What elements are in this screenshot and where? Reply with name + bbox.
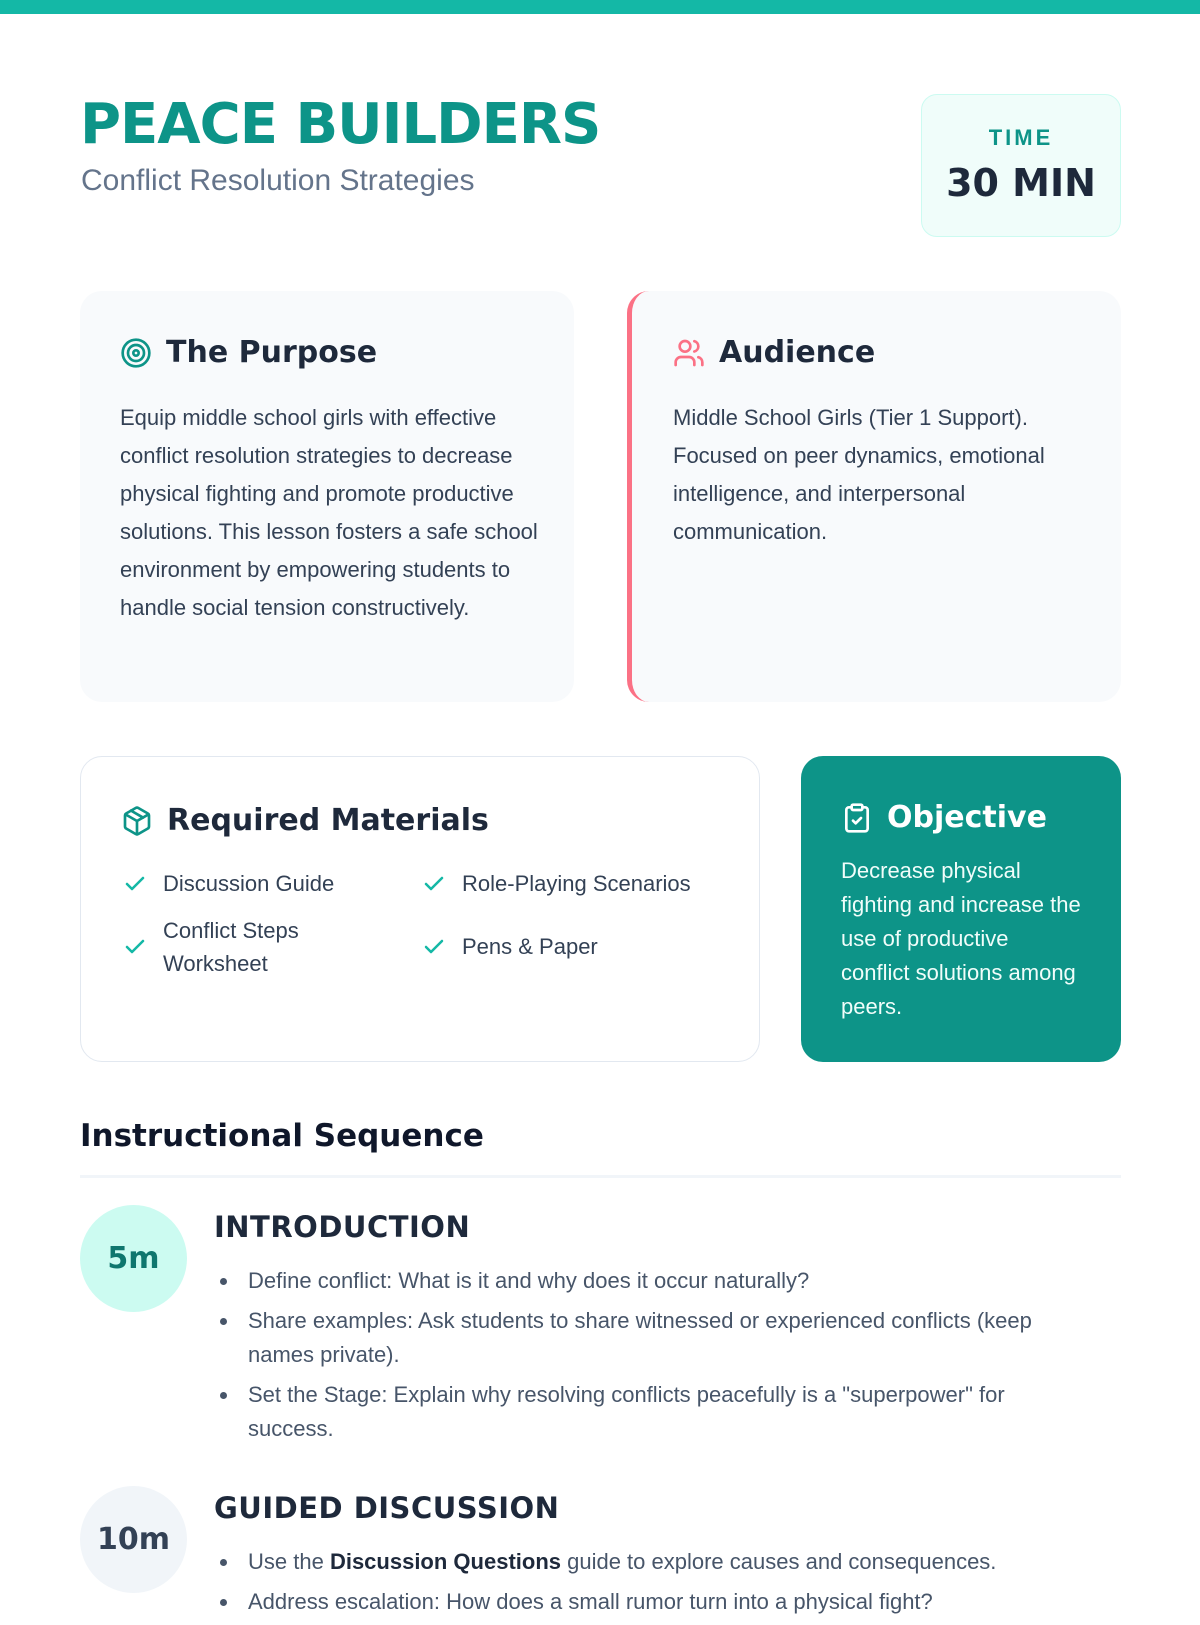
material-label: Discussion Guide bbox=[163, 871, 335, 896]
check-icon bbox=[422, 872, 446, 896]
page-subtitle: Conflict Resolution Strategies bbox=[81, 164, 475, 197]
step-duration-badge: 10m bbox=[80, 1486, 187, 1593]
users-icon bbox=[673, 337, 705, 369]
check-icon bbox=[123, 872, 147, 896]
material-item bbox=[123, 914, 343, 980]
bullet-text: Use the bbox=[248, 1549, 330, 1574]
step-bullet: Address escalation: How does a small rumor turn into a physical fight? bbox=[214, 1585, 1094, 1619]
check-icon bbox=[123, 935, 147, 959]
time-label: TIME bbox=[988, 125, 1054, 150]
step-bullets bbox=[214, 1264, 1094, 1452]
time-value: 30 MIN bbox=[946, 161, 1096, 205]
step-duration-badge: 5m bbox=[80, 1205, 187, 1312]
materials-header bbox=[121, 803, 489, 838]
package-icon bbox=[121, 805, 153, 837]
materials-card bbox=[80, 756, 760, 1062]
purpose-header bbox=[120, 335, 377, 370]
purpose-card bbox=[80, 291, 574, 702]
audience-title: Audience bbox=[719, 335, 876, 370]
top-accent-bar bbox=[0, 0, 1200, 14]
step-bullet: Set the Stage: Explain why resolving conflicts peacefully is a "superpower" for success. bbox=[214, 1378, 1094, 1446]
material-item bbox=[422, 930, 598, 963]
materials-title: Required Materials bbox=[167, 803, 489, 838]
bullet-text: guide to explore causes and consequences. bbox=[561, 1549, 997, 1574]
objective-title: Objective bbox=[887, 800, 1047, 835]
audience-card bbox=[627, 291, 1121, 702]
sequence-title: Instructional Sequence bbox=[80, 1118, 484, 1154]
time-badge bbox=[921, 94, 1121, 237]
audience-header bbox=[673, 335, 875, 370]
page-title: PEACE BUILDERS bbox=[80, 92, 601, 157]
step-bullet: Define conflict: What is it and why does it occur naturally? bbox=[214, 1264, 1094, 1298]
material-item bbox=[123, 867, 334, 900]
bullet-bold-text: Discussion Questions bbox=[329, 1549, 561, 1574]
sequence-divider bbox=[80, 1175, 1121, 1178]
step-title: GUIDED DISCUSSION bbox=[214, 1491, 560, 1525]
step-bullets bbox=[214, 1545, 1094, 1625]
step-title: INTRODUCTION bbox=[214, 1210, 471, 1244]
objective-text: Decrease physical fighting and increase the use of productive conflict solutions among peers. bbox=[841, 858, 1081, 1019]
step-bullet: Share examples: Ask students to share witnessed or experienced conflicts (keep names private). bbox=[214, 1304, 1094, 1372]
step-bullet bbox=[214, 1545, 1094, 1579]
audience-text: Middle School Girls (Tier 1 Support). Focused on peer dynamics, emotional intelligence, and interpersonal communication. bbox=[673, 405, 1045, 544]
material-label: Pens & Paper bbox=[462, 934, 598, 959]
target-icon bbox=[120, 337, 152, 369]
material-item bbox=[422, 867, 691, 900]
purpose-text: Equip middle school girls with effective conflict resolution strategies to decrease physical fighting and promote productive solutions. This lesson fosters a safe school environment by empowering students to handle social tension constructively. bbox=[120, 405, 538, 620]
purpose-title: The Purpose bbox=[166, 335, 378, 370]
material-label: Role-Playing Scenarios bbox=[462, 871, 691, 896]
clipboard-check-icon bbox=[841, 802, 873, 834]
check-icon bbox=[422, 935, 446, 959]
objective-header bbox=[841, 800, 1047, 835]
material-label: Conflict Steps Worksheet bbox=[163, 918, 299, 976]
objective-card bbox=[801, 756, 1121, 1062]
